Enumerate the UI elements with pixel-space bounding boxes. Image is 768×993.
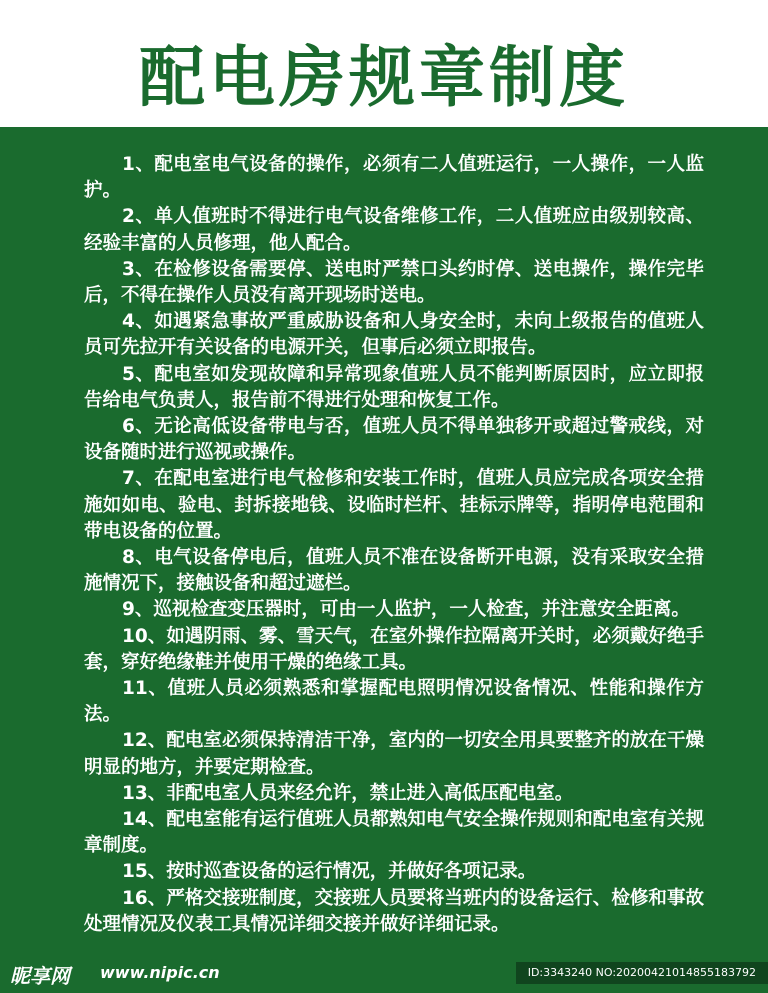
watermark-logo: 昵享网 [10,964,70,988]
watermark-site: www.nipic.cn [100,963,220,982]
rule-item-12: 12、配电室必须保持清洁干净，室内的一切安全用具要整齐的放在干燥明显的地方，并要定期检查。 [84,730,704,778]
rule-item-3: 3、在检修设备需要停、送电时严禁口头约时停、送电操作，操作完毕后，不得在操作人员没有离开现场时送电。 [84,258,704,307]
rule-item-10: 10、如遇阴雨、雾、雪天气，在室外操作拉隔离开关时，必须戴好绝手套，穿好绝缘鞋并使用干燥的绝缘工具。 [84,625,704,673]
rules-list [84,152,704,938]
rule-item-11: 11、值班人员必须熟悉和掌握配电照明情况设备情况、性能和操作方法。 [84,678,704,726]
rule-item-7: 7、在配电室进行电气检修和安装工作时，值班人员应完成各项安全措施如如电、验电、封拆接地钱、设临时栏杆、挂标示牌等，指明停电范围和带电设备的位置。 [84,468,704,542]
rule-item-9: 9、巡视检查变压器时，可由一人监护，一人检查，并注意安全距离。 [122,599,690,621]
rule-item-13: 13、非配电室人员来经允许，禁止进入高低压配电室。 [122,782,574,804]
rule-item-8: 8、电气设备停电后，值班人员不准在设备断开电源，没有采取安全措施情况下，接触设备和超过遮栏。 [84,547,704,595]
rule-item-15: 15、按时巡查设备的运行情况，并做好各项记录。 [122,861,537,883]
poster-header [0,0,768,127]
watermark-id: ID:3343240 NO:20200421014855183792 [516,962,768,984]
rule-item-5: 5、配电室如发现故障和异常现象值班人员不能判断原因时，应立即报告给电气负责人，报告前不得进行处理和恢复工作。 [84,363,704,411]
rule-item-4: 4、如遇紧急事故严重威胁设备和人身安全时，未向上级报告的值班人员可先拉开有关设备的电源开关，但事后必须立即报告。 [84,311,704,359]
rule-item-14: 14、配电室能有运行值班人员都熟知电气安全操作规则和配电室有关规章制度。 [84,809,704,857]
rule-item-2: 2、单人值班时不得进行电气设备维修工作，二人值班应由级别较高、经验丰富的人员修理，他人配合。 [84,206,704,254]
rule-item-1: 1、配电室电气设备的操作，必须有二人值班运行，一人操作，一人监护。 [84,154,704,202]
rule-item-16: 16、严格交接班制度，交接班人员要将当班内的设备运行、检修和事故处理情况及仪表工具情况详细交接并做好详细记录。 [84,887,704,935]
poster-title: 配电房规章制度 [139,39,629,116]
rule-item-6: 6、无论高低设备带电与否，值班人员不得单独移开或超过警戒线，对设备随时进行巡视或操作。 [84,416,704,464]
